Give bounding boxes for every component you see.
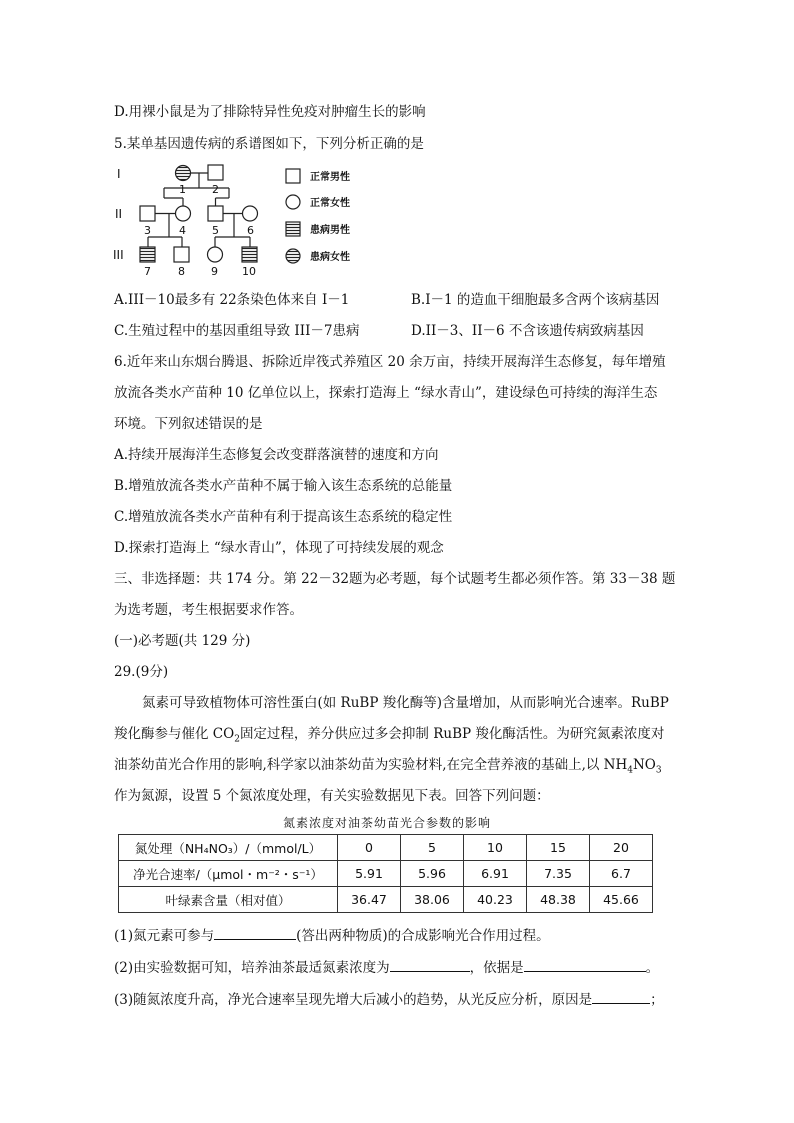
number-6: 6 xyxy=(247,224,254,237)
number-2: 2 xyxy=(212,183,219,196)
q6-stem-line1: 6.近年来山东烟台腾退、拆除近岸筏式养殖区 20 余万亩，持续开展海洋生态修复，每年增殖 xyxy=(114,354,666,370)
q6-option-c: C.增殖放流各类水产苗种有利于提高该生态系统的稳定性 xyxy=(114,509,453,525)
table-caption: 氮素浓度对油茶幼苗光合参数的影响 xyxy=(282,816,491,830)
q29-para-line4: 作为氮源，设置 5 个氮浓度处理，有关实验数据见下表。回答下列问题： xyxy=(114,788,550,804)
q29-sub2: (2)由实验数据可知，培养油茶最适氮素浓度为 ，依据是 。 xyxy=(114,957,659,978)
generation-label-I: I xyxy=(117,167,121,181)
individual-III9-normal-female xyxy=(208,247,223,262)
section3-heading-line2: 为选考题，考生根据要求作答。 xyxy=(114,602,303,618)
generation-label-III: III xyxy=(113,248,124,262)
q29-para-line3: 油茶幼苗光合作用的影响,科学家以油茶幼苗为实验材料,在完全营养液的基础上,以 $NH_4NO_3$ xyxy=(114,757,662,776)
q5-option-d: D.II－3、II－6 不含该遗传病致病基因 xyxy=(411,323,644,339)
q6-option-d: D.探索打造海上 “绿水青山”，体现了可持续发展的观念 xyxy=(114,540,444,556)
pedigree-diagram xyxy=(112,160,472,278)
individual-I1-affected-female xyxy=(176,166,191,181)
q29-para-line2: 羧化酶参与催化 $CO_2$固定过程，养分供应过多会抑制 RuBP 羧化酶活性。为研究氮素浓度对 xyxy=(114,726,665,745)
individual-II3-normal-male xyxy=(140,206,155,221)
individual-III10-affected-male xyxy=(242,247,257,262)
table-row-chlorophyll: 叶绿素含量（相对值） 36.47 38.06 40.23 48.38 45.66 xyxy=(119,887,653,913)
legend-affected-male-symbol xyxy=(286,222,300,236)
answer-blank-4[interactable] xyxy=(592,989,650,1004)
legend-normal-male-symbol xyxy=(286,169,300,183)
q29-sub1: (1)氮元素可参与 (答出两种物质)的合成影响光合作用过程。 xyxy=(114,925,550,946)
q6-option-b: B.增殖放流各类水产苗种不属于输入该生态系统的总能量 xyxy=(114,478,453,494)
answer-blank-1[interactable] xyxy=(214,925,296,940)
individual-II4-normal-female xyxy=(176,206,191,221)
number-7: 7 xyxy=(144,265,151,278)
generation-label-II: II xyxy=(115,207,123,221)
row-label-net-rate: 净光合速率/（μmol・m⁻²・s⁻¹） xyxy=(119,861,338,887)
number-9: 9 xyxy=(211,265,218,278)
q6-stem-line3: 环境。下列叙述错误的是 xyxy=(114,416,263,432)
q29-sub3: (3)随氮浓度升高，净光合速率呈现先增大后减小的趋势，从光反应分析，原因是 ； xyxy=(114,989,664,1010)
legend-normal-male: 正常男性 xyxy=(310,172,350,183)
row-label-chlorophyll: 叶绿素含量（相对值） xyxy=(119,887,338,913)
q5-stem: 5.某单基因遗传病的系谱图如下，下列分析正确的是 xyxy=(114,136,424,152)
legend-normal-female: 正常女性 xyxy=(310,198,350,209)
answer-blank-3[interactable] xyxy=(524,957,646,972)
q29-heading: 29.(9分) xyxy=(114,664,169,680)
q5-option-a: A.III－10最多有 22条染色体来自 I－1 xyxy=(114,292,350,308)
q4-option-d: D.用裸小鼠是为了排除特异性免疫对肿瘤生长的影响 xyxy=(114,104,426,120)
legend-affected-male: 患病男性 xyxy=(310,225,350,236)
individual-III7-affected-male xyxy=(140,247,155,262)
table-row-net-rate: 净光合速率/（μmol・m⁻²・s⁻¹） 5.91 5.96 6.91 7.35 6.7 xyxy=(119,861,653,887)
legend-affected-female: 患病女性 xyxy=(310,252,350,263)
q6-stem-line2: 放流各类水产苗种 10 亿单位以上，探索打造海上 “绿水青山”，建设绿色可持续的海洋生态 xyxy=(114,385,658,401)
answer-blank-2[interactable] xyxy=(390,957,470,972)
section3-heading-line1: 三、非选择题：共 174 分。第 22－32题为必考题，每个试题考生都必须作答。第 33－38 题 xyxy=(114,571,676,587)
legend-normal-female-symbol xyxy=(286,195,300,209)
q6-option-a: A.持续开展海洋生态修复会改变群落演替的速度和方向 xyxy=(114,447,439,463)
number-8: 8 xyxy=(178,265,185,278)
number-1: 1 xyxy=(179,183,186,196)
q29-para-line1: 氮素可导致植物体可溶性蛋白(如 RuBP 羧化酶等)含量增加，从而影响光合速率。RuBP xyxy=(142,695,669,711)
number-10: 10 xyxy=(242,265,256,278)
number-5: 5 xyxy=(212,224,219,237)
required-questions-heading: (一)必考题(共 129 分) xyxy=(114,633,251,649)
individual-III8-normal-male xyxy=(174,247,189,262)
number-3: 3 xyxy=(144,224,151,237)
data-table xyxy=(118,834,653,913)
individual-II5-normal-male xyxy=(208,206,223,221)
q5-option-c: C.生殖过程中的基因重组导致 III－7患病 xyxy=(114,323,360,339)
row-label-nitrogen: 氮处理（NH₄NO₃）/（mmol/L） xyxy=(119,835,338,861)
individual-I2-normal-male xyxy=(208,165,223,180)
table-row-nitrogen: 氮处理（NH₄NO₃）/（mmol/L） 0 5 10 15 20 xyxy=(119,835,653,861)
number-4: 4 xyxy=(179,224,186,237)
individual-II6-normal-female xyxy=(243,206,258,221)
q5-option-b: B.I－1 的造血干细胞最多含两个该病基因 xyxy=(411,292,660,308)
legend-affected-female-symbol xyxy=(286,249,300,263)
